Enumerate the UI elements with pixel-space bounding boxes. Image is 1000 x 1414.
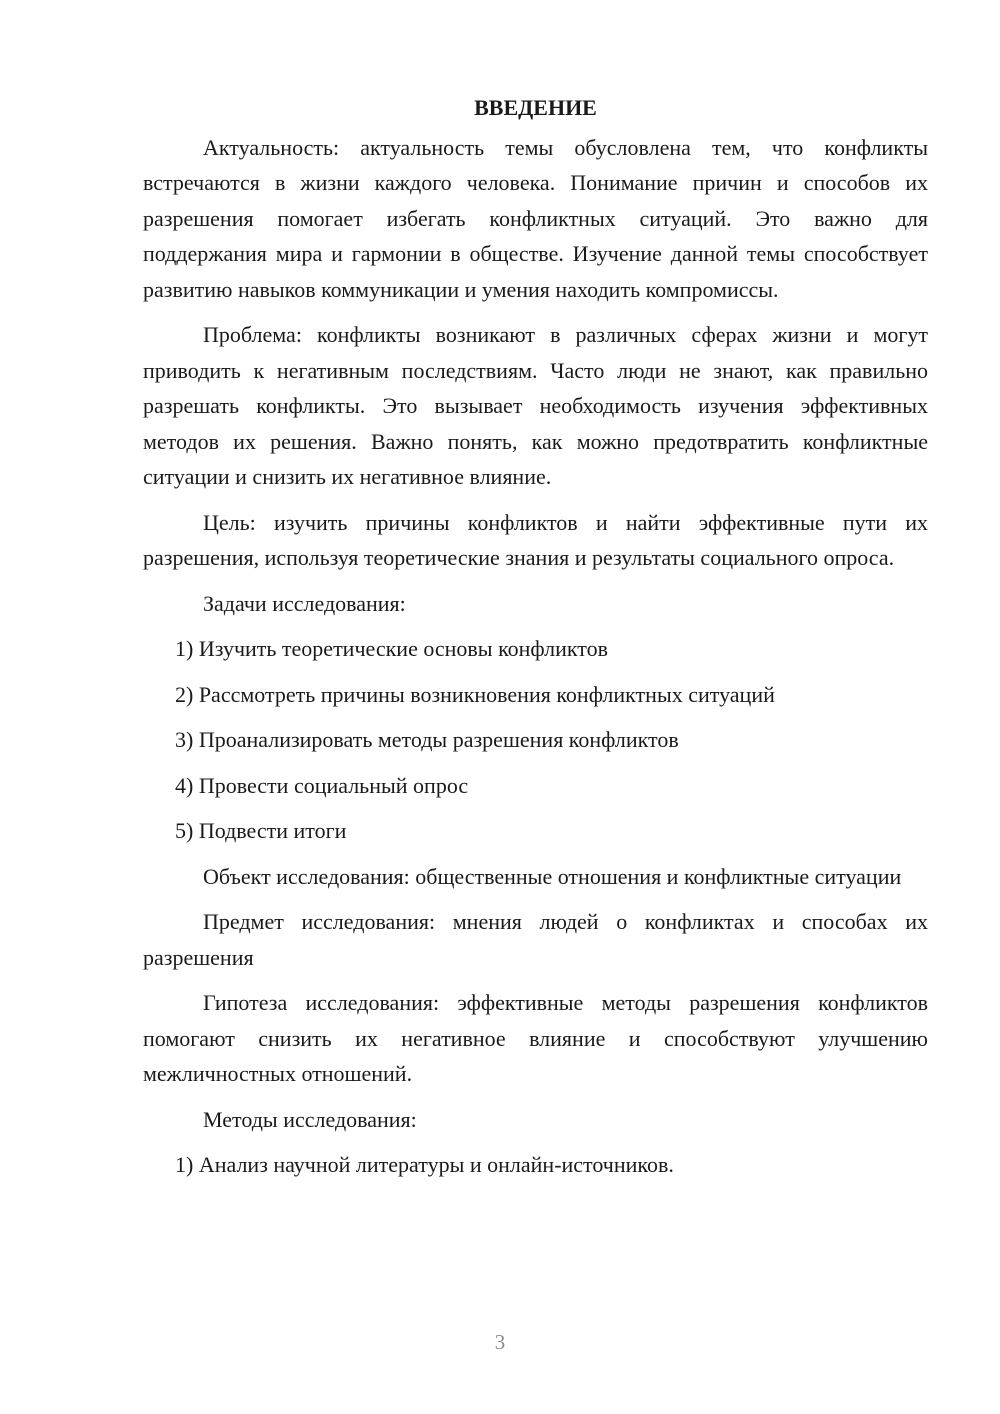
goal-paragraph: Цель: изучить причины конфликтов и найти эффективные пути их разрешения, используя теоретические знания и результаты социального опроса. bbox=[143, 509, 928, 570]
methods-heading: Методы исследования: bbox=[203, 1106, 417, 1132]
document-page bbox=[143, 90, 928, 1193]
problem-paragraph: Проблема: конфликты возникают в различных сферах жизни и могут приводить к негативным последствиям. Часто люди не знают, как правильно разрешать конфликты. Это вызывает необходимость изучения эффективных методов их решения. Важно понять, как можно предотвратить конфликтные ситуации и снизить их негативное влияние. bbox=[143, 322, 928, 489]
list-item: 4) Провести социальный опрос bbox=[175, 772, 469, 798]
tasks-list bbox=[143, 631, 928, 849]
list-item: 2) Рассмотреть причины возникновения конфликтных ситуаций bbox=[175, 681, 775, 707]
page-title: ВВЕДЕНИЕ bbox=[474, 95, 597, 120]
list-item: 1) Изучить теоретические основы конфликтов bbox=[175, 636, 608, 661]
relevance-paragraph: Актуальность: актуальность темы обусловлена тем, что конфликты встречаются в жизни каждого человека. Понимание причин и способов их разрешения помогает избегать конфликтных ситуаций. Это важно для поддержания мира и гармонии в обществе. Изучение данной темы способствует развитию навыков коммуникации и умения находить компромиссы. bbox=[143, 134, 928, 302]
hypothesis-paragraph: Гипотеза исследования: эффективные методы разрешения конфликтов помогают снизить их негативное влияние и способствуют улучшению межличностных отношений. bbox=[143, 990, 928, 1086]
list-item: 5) Подвести итоги bbox=[175, 818, 347, 843]
subject-paragraph: Предмет исследования: мнения людей о конфликтах и способах их разрешения bbox=[143, 909, 928, 970]
tasks-heading: Задачи исследования: bbox=[203, 590, 406, 616]
object-paragraph: Объект исследования: общественные отношения и конфликтные ситуации bbox=[203, 863, 902, 889]
page-number: 3 bbox=[494, 1330, 506, 1354]
methods-list bbox=[143, 1147, 928, 1183]
list-item: 1) Анализ научной литературы и онлайн-источников. bbox=[175, 1152, 674, 1177]
list-item: 3) Проанализировать методы разрешения конфликтов bbox=[175, 727, 679, 752]
